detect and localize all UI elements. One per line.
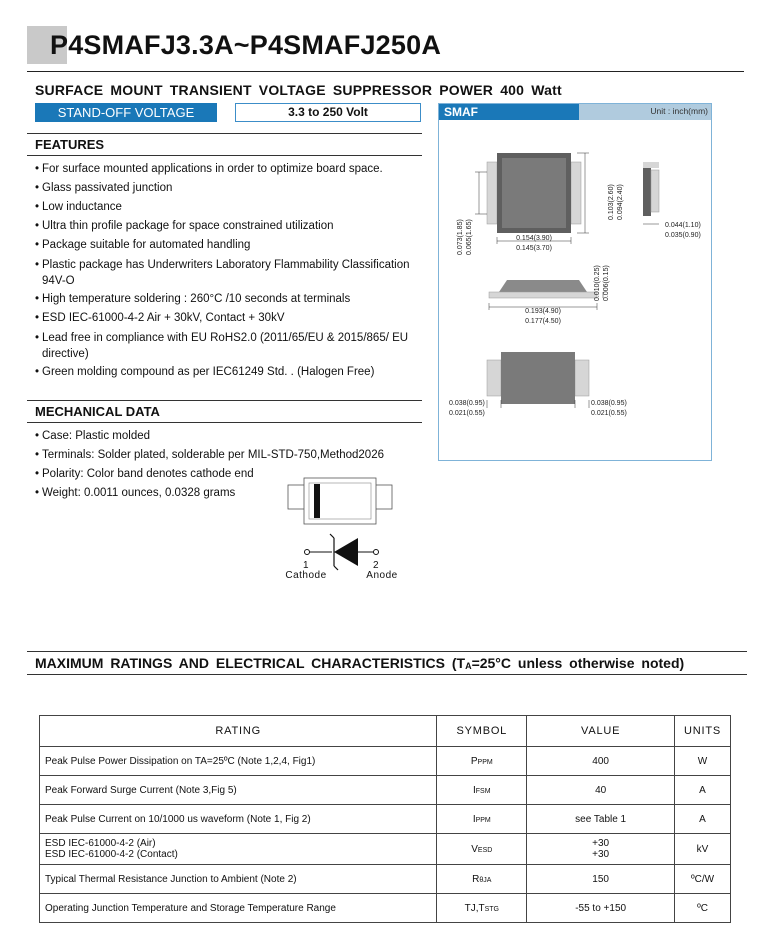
dim-height-max: 0.103(2.60) xyxy=(608,184,615,220)
package-drawing xyxy=(439,120,711,460)
features-rule-bottom xyxy=(27,155,422,156)
page-title: P4SMAFJ3.3A~P4SMAFJ250A xyxy=(50,30,442,60)
unit-cell: kV xyxy=(675,834,731,865)
ratings-table xyxy=(39,715,731,923)
mechanical-item: • Weight: 0.0011 ounces, 0.0328 grams xyxy=(35,484,430,503)
col-header-value: VALUE xyxy=(527,716,675,747)
cathode-band xyxy=(314,484,320,518)
features-list xyxy=(35,160,420,382)
rating-cell: Peak Pulse Current on 10/1000 us waveform (Note 1, Fig 2) xyxy=(40,805,437,834)
feature-item: • Low inductance xyxy=(35,198,420,217)
features-title: FEATURES xyxy=(35,137,105,152)
value-cell: 150 xyxy=(527,865,675,894)
standoff-voltage-label: STAND-OFF VOLTAGE xyxy=(35,103,217,122)
top-view xyxy=(457,153,624,255)
feature-item: • ESD IEC-61000-4-2 Air + 30kV, Contact + 30kV xyxy=(35,309,420,328)
package-unit: Unit : inch(mm) xyxy=(650,106,708,116)
mechanical-title: MECHANICAL DATA xyxy=(35,404,160,419)
col-header-rating: RATING xyxy=(40,716,437,747)
unit-cell: A xyxy=(675,805,731,834)
mechanical-item: • Terminals: Solder plated, solderable per MIL-STD-750,Method2026 xyxy=(35,446,430,465)
value-cell: +30 +30 xyxy=(527,834,675,865)
title-divider xyxy=(27,71,744,72)
package-outline-box xyxy=(438,103,712,461)
dim-side-max: 0.044(1.10) xyxy=(665,222,701,229)
col-header-units: UNITS xyxy=(675,716,731,747)
symbol-cell: RθJA xyxy=(437,865,527,894)
value-cell: see Table 1 xyxy=(527,805,675,834)
front-view xyxy=(489,265,610,325)
table-row xyxy=(40,805,731,834)
mechanical-rule-bottom xyxy=(27,422,422,423)
table-row xyxy=(40,865,731,894)
ratings-rule-top xyxy=(27,651,747,652)
dim-lead-right-min: 0.021(0.55) xyxy=(591,410,627,417)
bottom-view xyxy=(449,352,627,417)
table-row xyxy=(40,894,731,923)
mechanical-rule-top xyxy=(27,400,422,401)
value-cell: 40 xyxy=(527,776,675,805)
pin-2-label: 2 xyxy=(372,560,380,571)
anode-label: Anode xyxy=(366,570,398,581)
dim-length-max: 0.154(3.90) xyxy=(516,235,552,242)
symbol-cell: IFSM xyxy=(437,776,527,805)
dim-overall-min: 0.177(4.50) xyxy=(525,318,561,325)
package-header-bar xyxy=(439,104,711,120)
diode-drawing xyxy=(270,470,420,585)
unit-cell: W xyxy=(675,747,731,776)
symbol-cell: PPPM xyxy=(437,747,527,776)
side-view xyxy=(643,162,701,239)
rating-cell: Operating Junction Temperature and Storage Temperature Range xyxy=(40,894,437,923)
rating-cell: Peak Pulse Power Dissipation on TA=25ºC (Note 1,2,4, Fig1) xyxy=(40,747,437,776)
standoff-voltage-value: 3.3 to 250 Volt xyxy=(235,103,421,122)
table-row xyxy=(40,834,731,865)
dim-thickness-min: 0.006(0.15) xyxy=(603,265,610,301)
symbol-cell: VESD xyxy=(437,834,527,865)
unit-cell: A xyxy=(675,776,731,805)
feature-item: • Plastic package has Underwriters Laboratory Flammability Classification 94V-O xyxy=(35,257,420,289)
features-rule-top xyxy=(27,133,422,134)
mechanical-item: • Polarity: Color band denotes cathode end xyxy=(35,465,430,484)
value-cell: -55 to +150 xyxy=(527,894,675,923)
ratings-rule-bottom xyxy=(27,674,747,675)
feature-item: • Ultra thin profile package for space constrained utilization xyxy=(35,217,420,236)
value-cell: 400 xyxy=(527,747,675,776)
dim-overall-max: 0.193(4.90) xyxy=(525,308,561,315)
cathode-label: Cathode xyxy=(285,570,327,581)
product-subtitle: SURFACE MOUNT TRANSIENT VOLTAGE SUPPRESSOR POWER 400 Watt xyxy=(35,82,562,98)
table-row xyxy=(40,776,731,805)
col-header-symbol: SYMBOL xyxy=(437,716,527,747)
dim-height-min: 0.094(2.40) xyxy=(617,184,624,220)
package-name: SMAF xyxy=(439,104,579,120)
feature-item: • High temperature soldering : 260°C /10 seconds at terminals xyxy=(35,290,420,309)
dim-width-max: 0.073(1.85) xyxy=(457,219,464,255)
pin-1-label: 1 xyxy=(302,560,310,571)
mechanical-item: • Case: Plastic molded xyxy=(35,427,430,446)
dim-lead-left-max: 0.038(0.95) xyxy=(449,400,485,407)
dim-lead-right-max: 0.038(0.95) xyxy=(591,400,627,407)
dim-length-min: 0.145(3.70) xyxy=(516,245,552,252)
rating-cell: Typical Thermal Resistance Junction to Ambient (Note 2) xyxy=(40,865,437,894)
unit-cell: ºC xyxy=(675,894,731,923)
dim-thickness-max: 0.010(0.25) xyxy=(594,265,601,301)
dim-side-min: 0.035(0.90) xyxy=(665,232,701,239)
component-body xyxy=(288,478,392,524)
table-row xyxy=(40,747,731,776)
feature-item: • Package suitable for automated handling xyxy=(35,236,420,255)
dim-lead-left-min: 0.021(0.55) xyxy=(449,410,485,417)
symbol-cell: IPPM xyxy=(437,805,527,834)
symbol-cell: TJ,TSTG xyxy=(437,894,527,923)
rating-cell: ESD IEC-61000-4-2 (Air) ESD IEC-61000-4-2 (Contact) xyxy=(40,834,437,865)
feature-item: • Glass passivated junction xyxy=(35,179,420,198)
rating-cell: Peak Forward Surge Current (Note 3,Fig 5) xyxy=(40,776,437,805)
tvs-diode-symbol-icon xyxy=(302,534,379,571)
ratings-title: MAXIMUM RATINGS AND ELECTRICAL CHARACTERISTICS ($T_A=25^\circ C$ unless otherwise noted) xyxy=(35,655,685,671)
dim-width-min: 0.065(1.65) xyxy=(466,219,473,255)
feature-item: • For surface mounted applications in order to optimize board space. xyxy=(35,160,420,179)
feature-item: • Lead free in compliance with EU RoHS2.0 (2011/65/EU & 2015/865/ EU directive) xyxy=(35,330,420,362)
feature-item: • Green molding compound as per IEC61249 Std. . (Halogen Free) xyxy=(35,363,420,382)
unit-cell: ºC/W xyxy=(675,865,731,894)
table-header-row xyxy=(40,716,731,747)
